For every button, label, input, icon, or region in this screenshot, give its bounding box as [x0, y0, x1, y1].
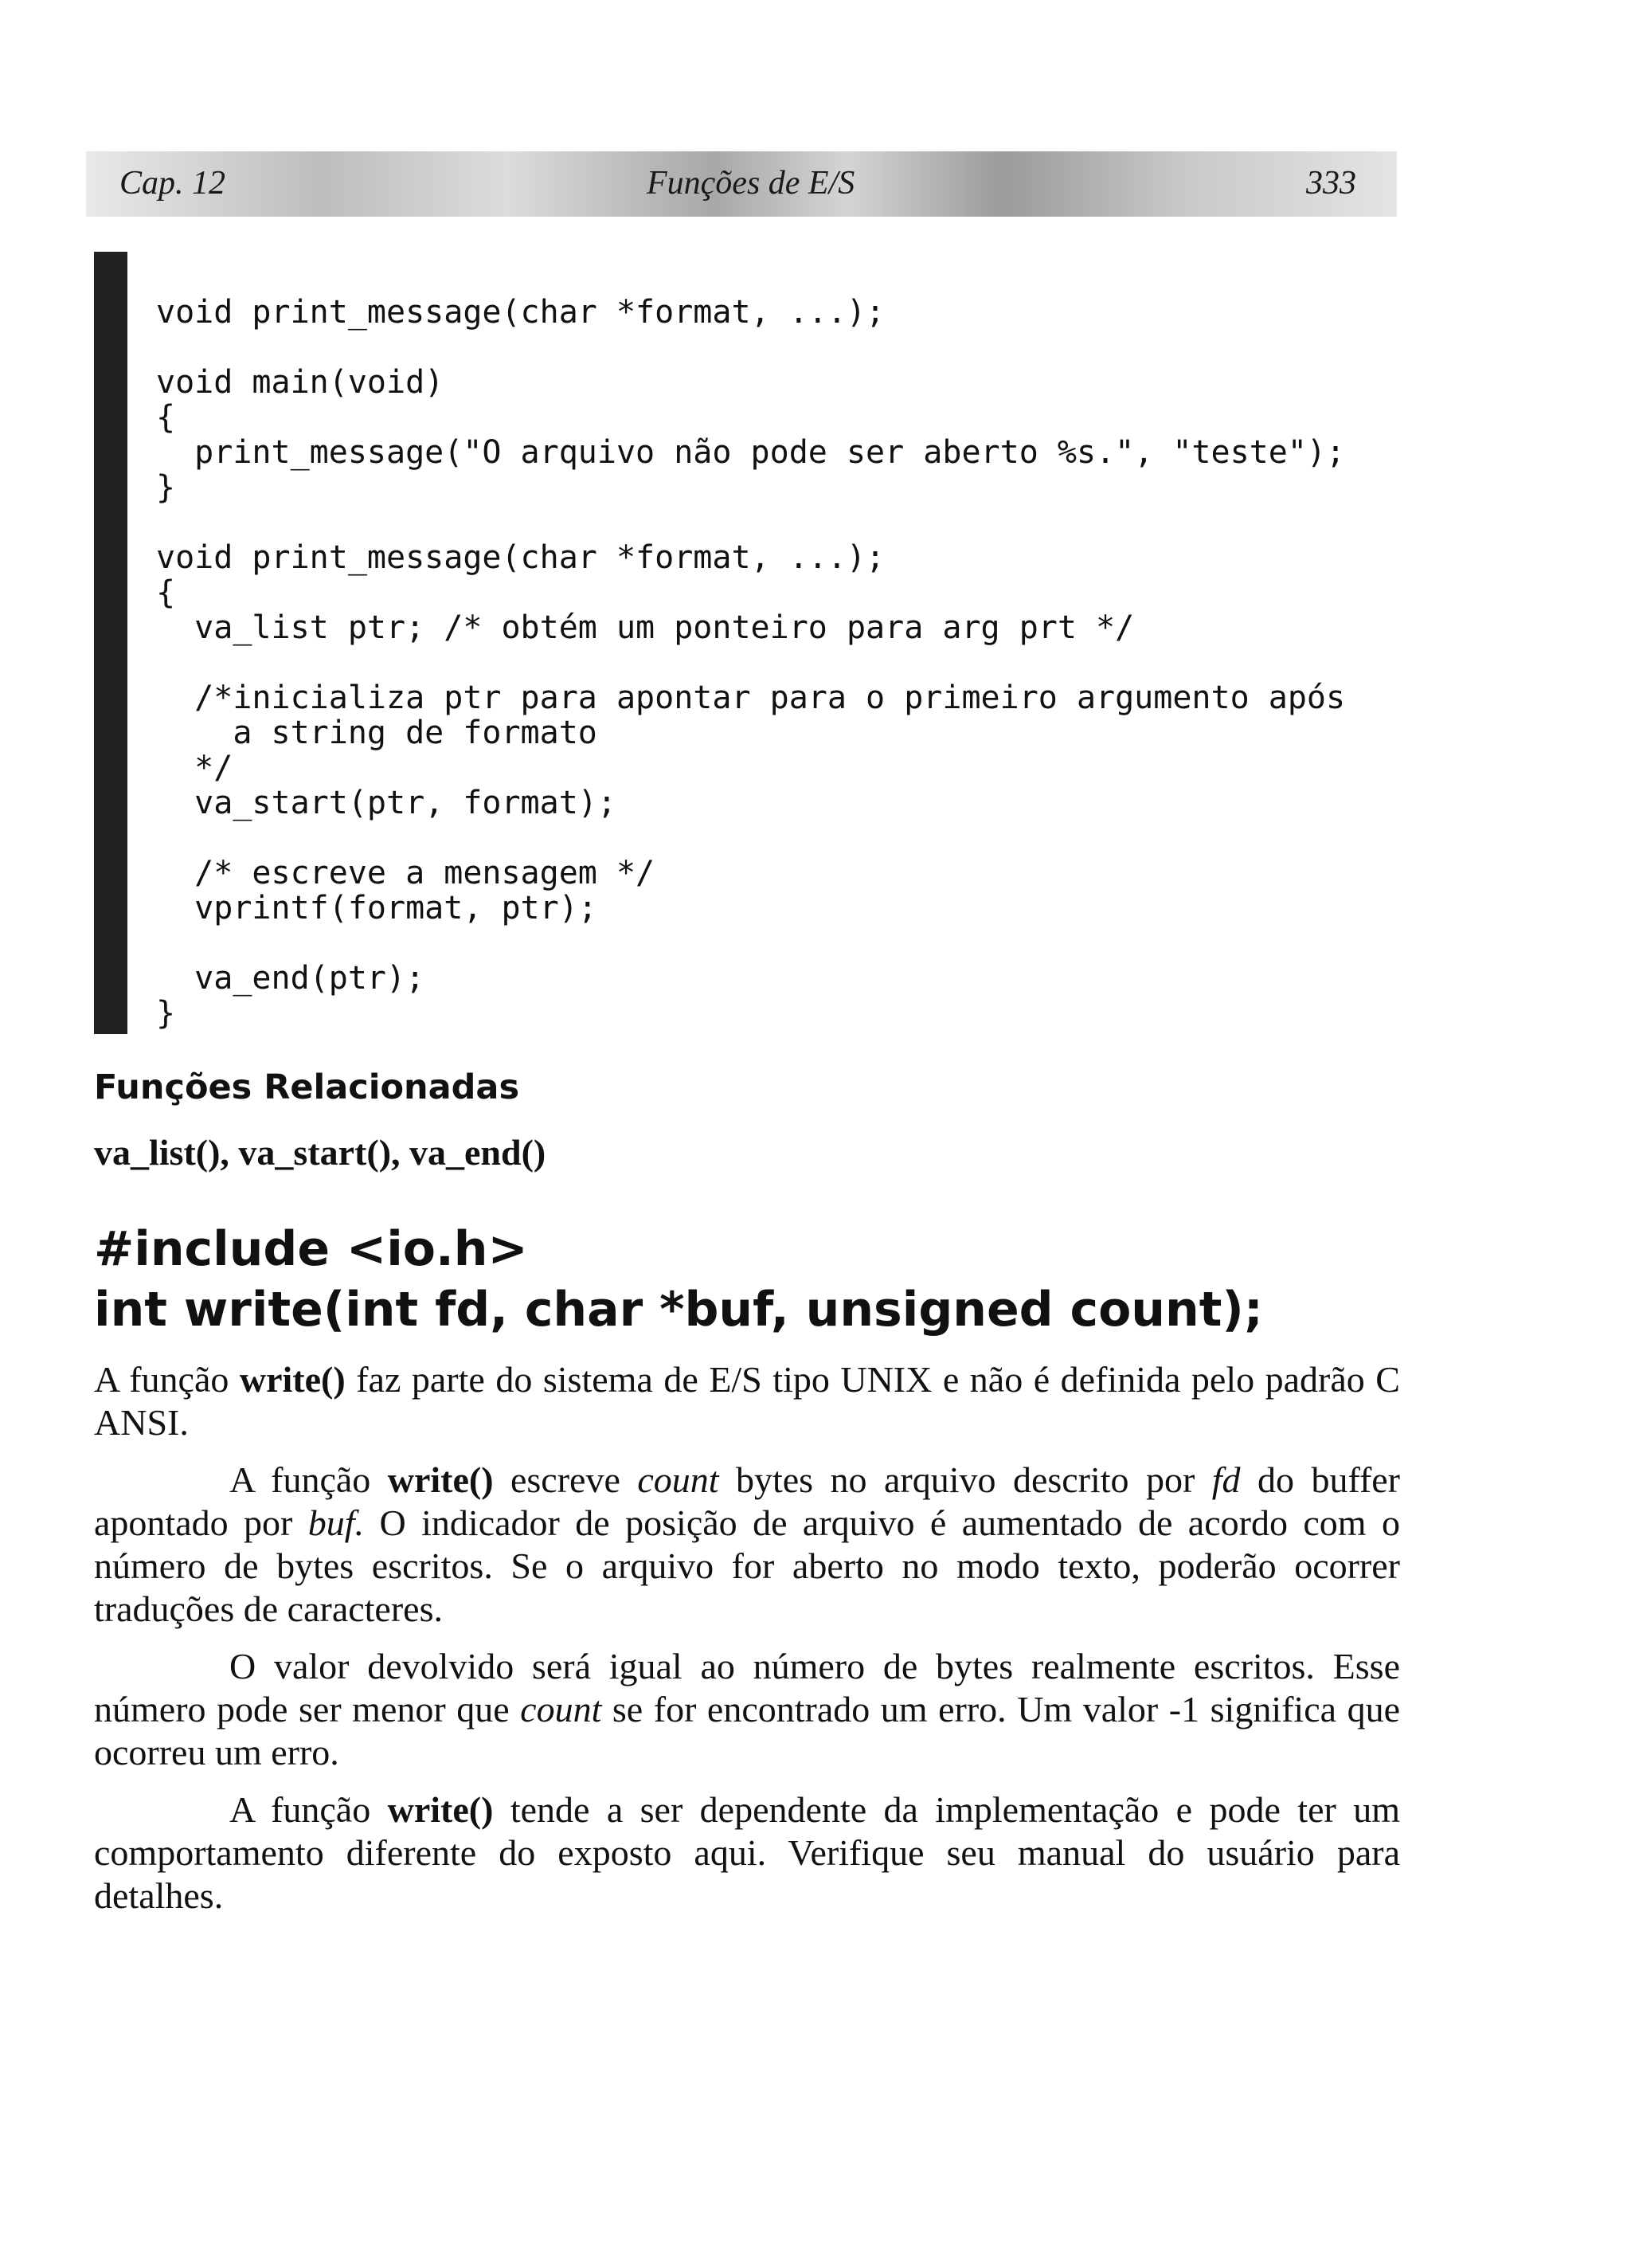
text: O indicador de posição de arquivo é aumentado de acordo com o número de bytes escritos. Se o arquivo for aberto no modo texto, poderão ocorrer traduções de caracteres.: [94, 1502, 1401, 1629]
function-name: write(): [239, 1359, 346, 1400]
code-line: va_list ptr; /* obtém um ponteiro para arg prt */: [156, 609, 1135, 646]
signature-line: int write(int fd, char *buf, unsigned count);: [94, 1282, 1263, 1338]
code-line: [156, 926, 1345, 961]
function-name: write(): [387, 1459, 494, 1500]
text: O valor devolvido será igual ao número de bytes realmente escritos. Esse número pode ser menor que: [94, 1646, 1400, 1729]
text: bytes no arquivo descrito por: [718, 1459, 1212, 1500]
text: se for encontrado um erro. Um valor -1 significa que ocorreu um erro.: [94, 1689, 1400, 1772]
chapter-title: Funções de E/S: [647, 165, 855, 202]
code-line: /*inicializa ptr para apontar para o primeiro argumento após: [156, 680, 1346, 716]
code-line: [156, 330, 1345, 365]
param-name: buf.: [307, 1502, 365, 1543]
paragraph-3: [94, 1645, 1400, 1774]
code-line: vprintf(format, ptr);: [156, 890, 597, 926]
code-line: /* escreve a mensagem */: [156, 855, 655, 891]
code-line: [156, 645, 1345, 680]
text: A função: [229, 1789, 388, 1830]
code-line: va_start(ptr, format);: [156, 785, 616, 821]
code-listing: [156, 295, 1345, 1031]
text: A função: [94, 1359, 240, 1400]
related-functions-heading: Funções Relacionadas: [94, 1067, 520, 1107]
param-name: count: [520, 1689, 602, 1729]
code-line: print_message("O arquivo não pode ser aberto %s.", "teste");: [156, 434, 1346, 471]
code-line: */: [156, 750, 233, 786]
include-line: #include <io.h>: [94, 1221, 528, 1277]
paragraph-4: [94, 1788, 1400, 1917]
code-line: va_end(ptr);: [156, 960, 425, 997]
text: faz parte do sistema de E/S tipo UNIX e não é definida pelo padrão C ANSI.: [94, 1359, 1400, 1443]
related-functions-list: va_list(), va_start(), va_end(): [94, 1132, 546, 1173]
code-margin-bar: [94, 252, 127, 1034]
param-name: fd: [1211, 1459, 1241, 1500]
paragraph-1: [94, 1358, 1400, 1444]
paragraph-2: [94, 1459, 1400, 1631]
code-line: {: [156, 574, 176, 611]
function-prototype: [94, 1219, 1263, 1340]
code-line: }: [156, 995, 176, 1032]
text: do buffer apontado por: [94, 1459, 1401, 1543]
code-line: [156, 821, 1345, 856]
text: A função: [229, 1459, 388, 1500]
param-name: count: [637, 1459, 719, 1500]
code-line: {: [156, 399, 176, 436]
code-line: void print_message(char *format, ...);: [156, 294, 886, 331]
text: escreve: [493, 1459, 638, 1500]
code-line: [156, 505, 1345, 540]
page-number: 333: [1306, 165, 1356, 202]
chapter-label: Cap. 12: [119, 165, 226, 202]
code-line: }: [156, 469, 176, 506]
description-body: [94, 1358, 1400, 1932]
code-line: a string de formato: [156, 715, 597, 751]
code-line: void print_message(char *format, ...);: [156, 539, 886, 576]
function-name: write(): [387, 1789, 494, 1830]
code-line: void main(void): [156, 364, 444, 401]
text: tende a ser dependente da implementação e pode ter um comportamento diferente do exposto aqui. Verifique seu manual do usuário para detalhes.: [94, 1789, 1400, 1916]
